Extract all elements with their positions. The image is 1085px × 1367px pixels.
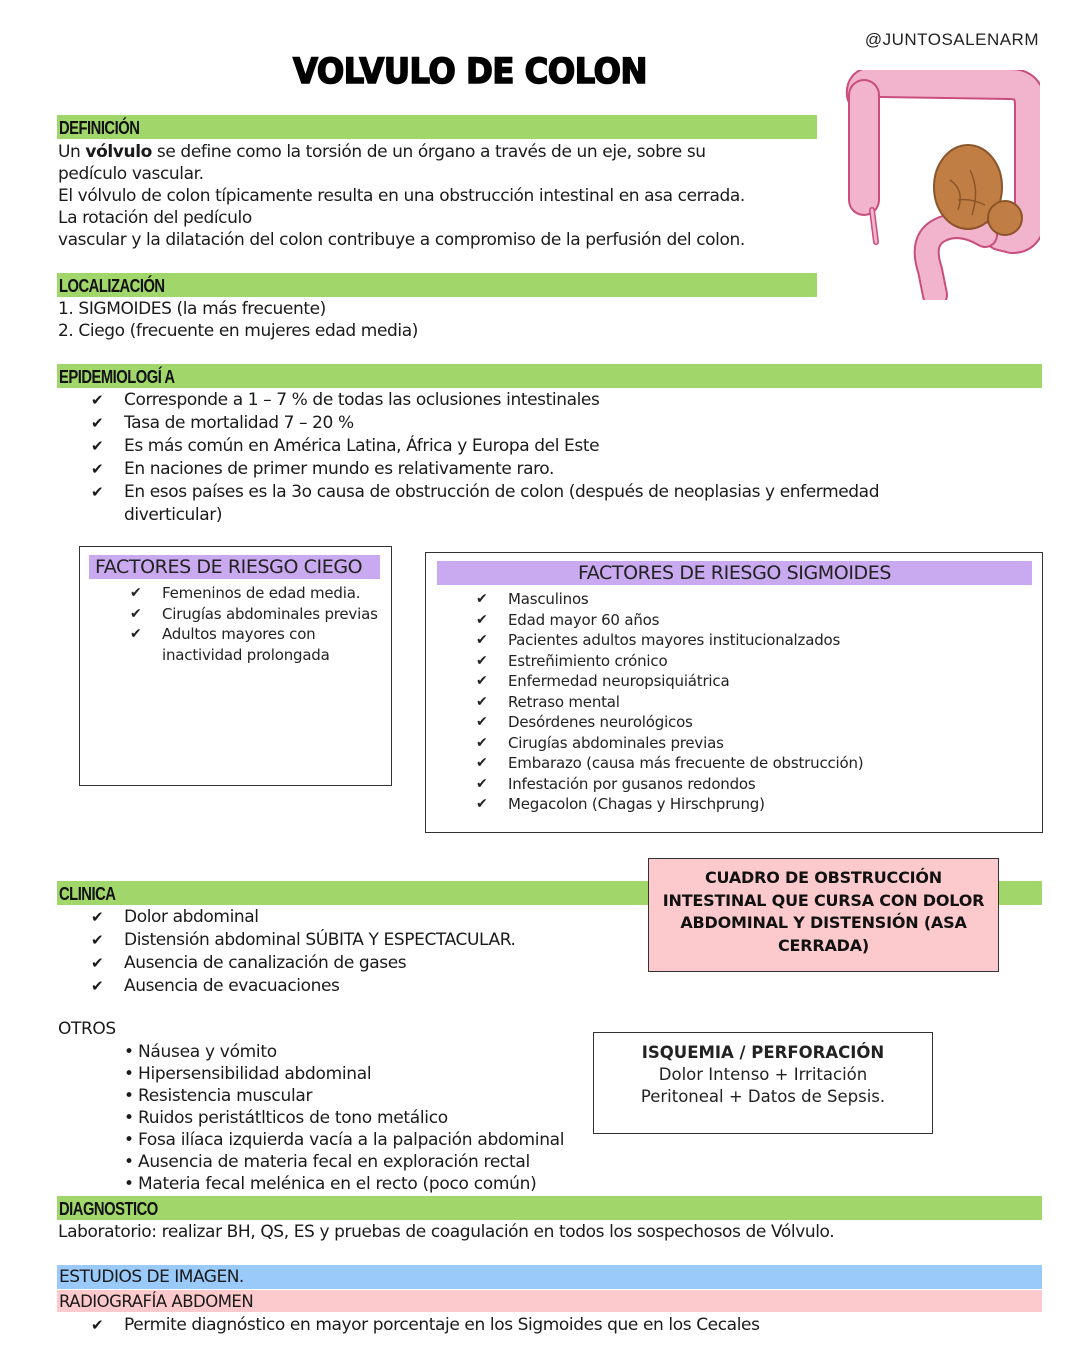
- check-icon: ✔: [130, 585, 142, 601]
- definicion-bold-term: vólvulo: [85, 142, 152, 162]
- check-icon: ✔: [91, 483, 104, 501]
- page-title: VOLVULO DE COLON: [292, 52, 648, 92]
- list-item: • Fosa ilíaca izquierda vacía a la palpación abdominal: [124, 1130, 565, 1150]
- list-item: ✔ Adultos mayores con inactividad prolongada: [130, 625, 330, 664]
- check-icon: ✔: [130, 626, 142, 642]
- list-item: ✔ Corresponde a 1 – 7 % de todas las oclusiones intestinales: [91, 390, 600, 410]
- list-item: ✔ Retraso mental: [476, 692, 620, 711]
- check-icon: ✔: [91, 908, 104, 926]
- check-icon: ✔: [91, 977, 104, 995]
- bullet-icon: •: [124, 1130, 134, 1150]
- section-heading-localizacion: LOCALIZACIÓN: [59, 276, 165, 296]
- list-item: ✔ Cirugías abdominales previas: [476, 733, 724, 752]
- list-item: ✔ Edad mayor 60 años: [476, 610, 660, 629]
- risk-factors-ciego-list: [80, 583, 380, 665]
- section-bar-epidemiologia: [57, 364, 1042, 388]
- bullet-icon: •: [124, 1174, 134, 1194]
- bullet-icon: •: [124, 1064, 134, 1084]
- risk-factors-sigmoides-box: [425, 552, 1043, 833]
- obstruction-callout-box: CUADRO DE OBSTRUCCIÓN INTESTINAL QUE CURSA CON DOLOR ABDOMINAL Y DISTENSIÓN (ASA CERRADA): [648, 858, 999, 972]
- list-item: ✔ Cirugías abdominales previas: [130, 604, 378, 623]
- definicion-line1-post: se define como la torsión de un órgano a través de un eje, sobre su: [151, 142, 706, 162]
- list-item: • Ruidos peristátlticos de tono metálico: [124, 1108, 448, 1128]
- list-item: ✔ Permite diagnóstico en mayor porcentaje en los Sigmoides que en los Cecales: [91, 1315, 760, 1335]
- section-heading-definicion: DEFINICIÓN: [59, 118, 140, 138]
- check-icon: ✔: [476, 652, 488, 669]
- list-item: ✔ Tasa de mortalidad 7 – 20 %: [91, 413, 354, 433]
- section-heading-clinica: CLINICA: [59, 884, 116, 904]
- check-icon: ✔: [130, 605, 142, 622]
- author-handle: @JUNTOSALENARM: [864, 30, 1039, 49]
- definicion-line4: La rotación del pedículo: [58, 208, 252, 228]
- list-item: ✔ Desórdenes neurológicos: [476, 713, 693, 731]
- check-icon: ✔: [476, 775, 488, 792]
- isquemia-perforacion-box: [593, 1032, 933, 1134]
- list-item: ✔ Dolor abdominal: [91, 907, 259, 927]
- bullet-icon: •: [124, 1086, 134, 1106]
- list-item: ✔ Enfermedad neuropsiquiátrica: [476, 672, 730, 690]
- check-icon: ✔: [476, 611, 488, 628]
- check-icon: ✔: [91, 954, 104, 972]
- check-icon: ✔: [91, 1316, 104, 1334]
- section-bar-definicion: [57, 115, 817, 139]
- list-item: ✔ En esos países es la 3o causa de obstrucción de colon (después de neoplasias y enfermedad diverticular): [91, 482, 880, 525]
- section-bar-localizacion: [57, 273, 817, 297]
- risk-factors-sigmoides-list: [426, 589, 1026, 815]
- bullet-icon: •: [124, 1108, 134, 1128]
- check-icon: ✔: [91, 931, 104, 949]
- check-icon: ✔: [476, 591, 488, 607]
- bullet-icon: •: [124, 1042, 134, 1062]
- check-icon: ✔: [476, 632, 488, 648]
- clinica-list: [58, 906, 618, 998]
- list-item: ✔ Femeninos de edad media.: [130, 584, 361, 602]
- risk-factors-ciego-heading: FACTORES DE RIESGO CIEGO: [89, 555, 380, 579]
- isquemia-line2: Peritoneal + Datos de Sepsis.: [640, 1087, 886, 1106]
- isquemia-title: ISQUEMIA / PERFORACIÓN: [641, 1043, 885, 1062]
- list-item: ✔ Estreñimiento crónico: [476, 651, 668, 670]
- list-item: • Ausencia de materia fecal en exploración rectal: [124, 1152, 530, 1172]
- imagen-list: [58, 1314, 1038, 1337]
- list-item: ✔ Distensión abdominal SÚBITA Y ESPECTACULAR.: [91, 930, 516, 950]
- list-item: • Náusea y vómito: [124, 1042, 277, 1062]
- bullet-icon: •: [124, 1152, 134, 1172]
- section-bar-diagnostico: [57, 1196, 1042, 1220]
- epidemiologia-list: [58, 389, 1018, 527]
- list-item: • Materia fecal melénica en el recto (poco común): [124, 1174, 537, 1194]
- check-icon: ✔: [91, 391, 104, 409]
- section-bar-estudios-imagen: ESTUDIOS DE IMAGEN.: [57, 1265, 1042, 1289]
- check-icon: ✔: [91, 460, 104, 478]
- check-icon: ✔: [91, 437, 104, 455]
- section-bar-radiografia: RADIOGRAFÍA ABDOMEN: [57, 1290, 1042, 1312]
- section-heading-epidemiologia: EPIDEMIOLOGÍ A: [59, 367, 175, 387]
- isquemia-line1: Dolor Intenso + Irritación: [658, 1065, 868, 1084]
- section-heading-diagnostico: DIAGNOSTICO: [59, 1199, 158, 1219]
- definicion-text: [58, 141, 828, 251]
- list-item: ✔ Ausencia de canalización de gases: [91, 953, 407, 973]
- volvulus-colon-illustration-icon: [840, 70, 1040, 300]
- localizacion-list: [58, 298, 418, 342]
- check-icon: ✔: [476, 673, 488, 689]
- list-item: ✔ Es más común en América Latina, África y Europa del Este: [91, 436, 600, 456]
- check-icon: ✔: [476, 714, 488, 730]
- list-item: ✔ Masculinos: [476, 590, 589, 608]
- list-item: ✔ Pacientes adultos mayores institucionalzados: [476, 631, 841, 649]
- definicion-line2: pedículo vascular.: [58, 164, 204, 184]
- list-item: ✔ Embarazo (causa más frecuente de obstrucción): [476, 754, 864, 772]
- list-item: 2. Ciego (frecuente en mujeres edad media): [58, 321, 418, 341]
- check-icon: ✔: [476, 693, 488, 710]
- list-item: ✔ Infestación por gusanos redondos: [476, 774, 756, 793]
- check-icon: ✔: [476, 796, 488, 812]
- risk-factors-ciego-box: [79, 546, 392, 786]
- list-item: • Resistencia muscular: [124, 1086, 313, 1106]
- list-item: ✔ Ausencia de evacuaciones: [91, 976, 340, 996]
- check-icon: ✔: [476, 755, 488, 771]
- list-item: ✔ Megacolon (Chagas y Hirschprung): [476, 795, 765, 813]
- check-icon: ✔: [91, 414, 104, 432]
- definicion-line3: El vólvulo de colon típicamente resulta en una obstrucción intestinal en asa cerrada.: [58, 186, 745, 206]
- diagnostico-text: Laboratorio: realizar BH, QS, ES y pruebas de coagulación en todos los sospechosos de Vólvulo.: [58, 1222, 835, 1242]
- otros-list: [58, 1041, 598, 1195]
- list-item: 1. SIGMOIDES (la más frecuente): [58, 299, 326, 319]
- definicion-line1-pre: Un: [58, 142, 86, 162]
- list-item: ✔ En naciones de primer mundo es relativamente raro.: [91, 459, 555, 479]
- risk-factors-sigmoides-heading: FACTORES DE RIESGO SIGMOIDES: [437, 561, 1032, 585]
- otros-label: OTROS: [58, 1019, 116, 1039]
- list-item: • Hipersensibilidad abdominal: [124, 1064, 372, 1084]
- definicion-line5: vascular y la dilatación del colon contribuye a compromiso de la perfusión del colon.: [58, 230, 745, 250]
- check-icon: ✔: [476, 734, 488, 751]
